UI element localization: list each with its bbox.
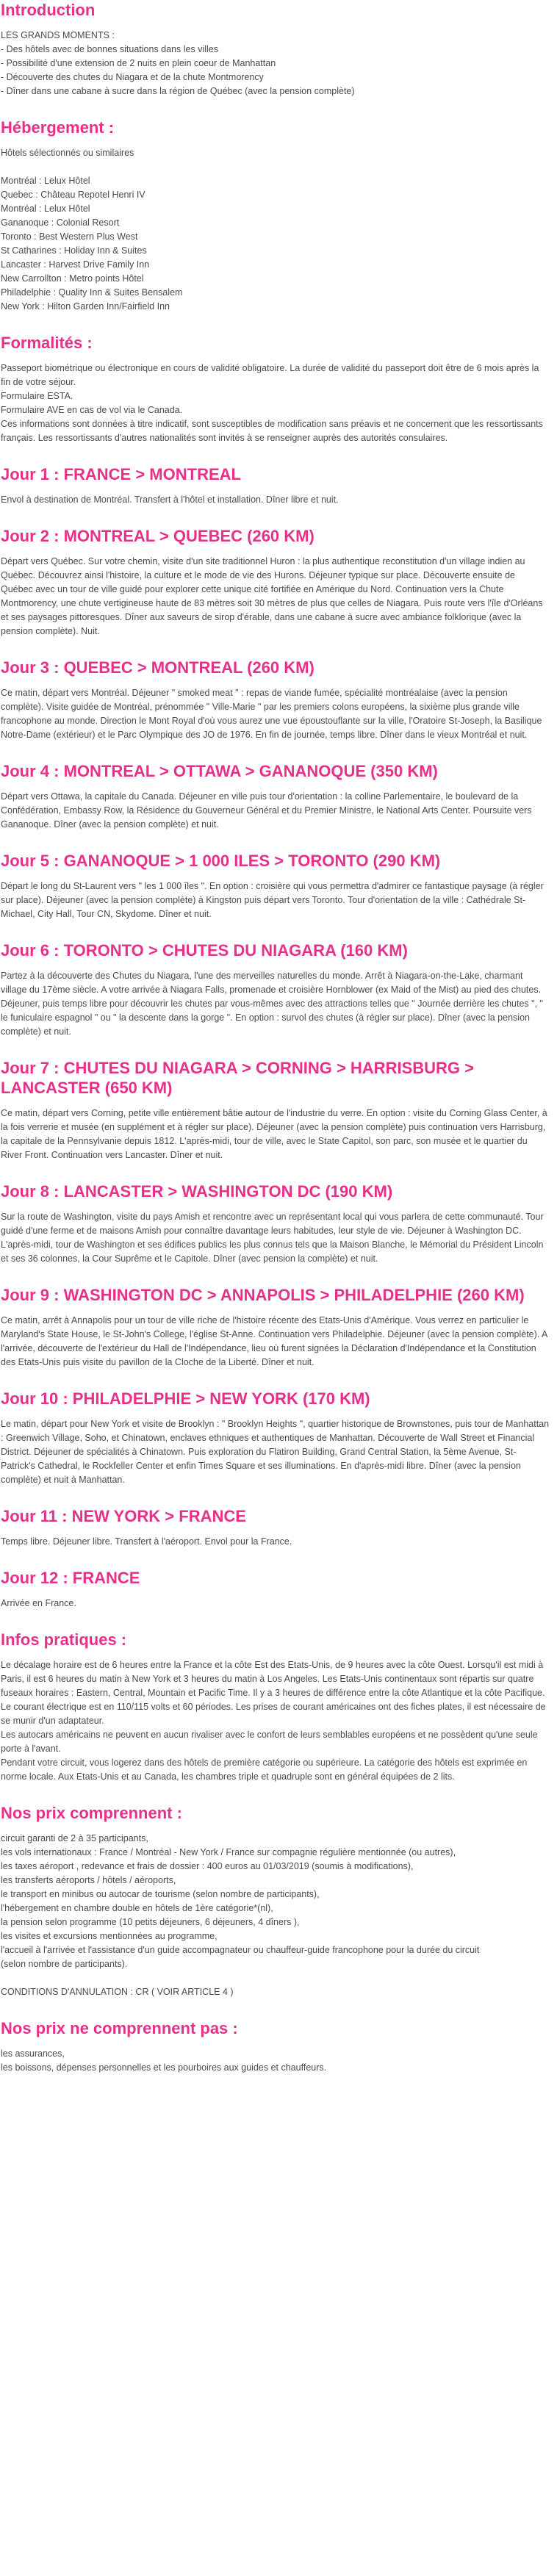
text-line: LES GRANDS MOMENTS : [1, 30, 115, 40]
section-title: Nos prix comprennent : [1, 1804, 182, 1822]
text-line: New York : Hilton Garden Inn/Fairfield Inn [1, 301, 170, 312]
section-title: Jour 4 : MONTREAL > OTTAWA > GANANOQUE (350 KM) [1, 762, 438, 780]
text-line: Montréal : Lelux Hôtel [1, 204, 90, 214]
section-11 [1, 1285, 550, 1370]
paragraph: Pendant votre circuit, vous logerez dans des hôtels de première catégorie ou supérieure. La catégorie des hôtels est exprimée en norme locale. Aux Etats-Unis et au Canada, les chambres triple et quadruple sont en général équipées de 2 lits. [1, 1757, 528, 1782]
section-2 [1, 333, 550, 445]
paragraph: Ce matin, départ vers Montréal. Déjeuner " smoked meat " : repas de viande fumée, spécialité montréalaise (avec la pension complète). Visite guidée de Montréal, prénommée " Ville-Marie " par les premiers colons européens, la sixième plus grande ville francophone au monde. Direction le Mont Royal d'où vous aurez une vue époustouflante sur la ville, l'Oratoire St-Joseph, la Basilique Notre-Dame (extérieur) et le Parc Olympique des JO de 1976. En fin de journée, temps libre. Dîner dans le vieux Montréal et nuit. [1, 688, 542, 740]
text-line: Hôtels sélectionnés ou similaires [1, 148, 134, 158]
paragraph: Départ le long du St-Laurent vers " les 1 000 îles ". En option : croisière qui vous permettra d'admirer ce fantastique paysage (à régler sur place). Déjeuner (avec la pension complète) à Kingston puis départ vers Toronto. Tour d'orientation de la ville : Cathédrale St-Michael, City Hall, Tour CN, Skydome. Dîner et nuit. [1, 881, 544, 919]
section-title: Formalités : [1, 334, 93, 352]
paragraph: Temps libre. Déjeuner libre. Transfert à l'aéroport. Envol pour la France. [1, 1536, 292, 1547]
text-line: les assurances, [1, 2048, 65, 2059]
paragraph: Départ vers Ottawa, la capitale du Canada. Déjeuner en ville puis tour d'orientation : la colline Parlementaire, le boulevard de la Confédération, Embassy Row, la Résidence du Gouverneur Général et du Premier Ministre, le National Arts Center. Poursuite vers Gananoque. Dîner (avec la pension complète) et nuit. [1, 791, 532, 830]
paragraph: Formulaire ESTA. [1, 391, 73, 401]
text-line: - Dîner dans une cabane à sucre dans la région de Québec (avec la pension complète) [1, 86, 355, 96]
paragraph: Sur la route de Washington, visite du pays Amish et rencontre avec un représentant local qui vous parlera de cette communauté. Tour guidé d'une ferme et de maisons Amish pour connaître davantage leurs habitudes, leur style de vie. Déjeuner à Washington DC. L'après-midi, tour de Washington et ses édifices publics les plus connus tels que la Maison Blanche, le Mémorial du Président Lincoln et ses 36 colonnes, la Cour Suprême et le Capitole. Dîner (avec pension la complète) et nuit. [1, 1212, 544, 1264]
section-title: Jour 6 : TORONTO > CHUTES DU NIAGARA (160 KM) [1, 941, 408, 960]
paragraph: Partez à la découverte des Chutes du Niagara, l'une des merveilles naturelles du monde. Arrêt à Niagara-on-the-Lake, charmant village du 17ème siècle. A votre arrivée à Niagara Falls, promenade et croisière Hornblower (ex Maid of the Mist) au pied des chutes. Déjeuner, puis temps libre pour découvrir les chutes par vous-mêmes avec des attractions telles que " Journée derrière les chutes ", " le funiculaire espagnol " ou " la descente dans la gorge ". En option : survol des chutes (à régler sur place). Dîner (avec la pension complète) et nuit. [1, 971, 543, 1037]
paragraph: Le courant électrique est en 110/115 volts et 60 périodes. Les prises de courant américaines ont des fiches plates, il est nécessaire de se munir d'un adaptateur. [1, 1702, 546, 1726]
section-8 [1, 940, 550, 1039]
section-title: Jour 8 : LANCASTER > WASHINGTON DC (190 KM) [1, 1182, 393, 1201]
section-5 [1, 658, 550, 742]
section-title: Hébergement : [1, 118, 115, 137]
section-16 [1, 1803, 550, 1999]
section-lines [1, 29, 550, 98]
section-title: Jour 11 : NEW YORK > FRANCE [1, 1507, 246, 1525]
section-15 [1, 1630, 550, 1784]
section-4 [1, 526, 550, 638]
text-line: - Découverte des chutes du Niagara et de la chute Montmorency [1, 72, 264, 82]
section-lines [1, 2047, 550, 2075]
text-line: CONDITIONS D'ANNULATION : CR ( VOIR ARTICLE 4 ) [1, 1987, 234, 1997]
section-title: Jour 7 : CHUTES DU NIAGARA > CORNING > HARRISBURG > LANCASTER (650 KM) [1, 1059, 474, 1097]
section-title: Jour 3 : QUEBEC > MONTREAL (260 KM) [1, 658, 315, 677]
paragraph: Ces informations sont données à titre indicatif, sont susceptibles de modification sans préavis et ne concernent que les ressortissants français. Les ressortissants d'autres nationalités sont invités à se renseigner auprès des autorités consulaires. [1, 419, 543, 443]
section-7 [1, 851, 550, 921]
paragraph: Départ vers Québec. Sur votre chemin, visite d'un site traditionnel Huron : la plus authentique reconstitution d'un village indien au Québec. Découvrez ainsi l'histoire, la culture et le mode de vie des Hurons. Déjeuner typique sur place. Découverte ensuite de Québec avec un tour de ville guidé pour explorer cette unique cité fortifiée en Amérique du Nord. Continuation vers la Chute Montmorency, une chute vertigineuse haute de 83 mètres soit 30 mètres de plus que celles de Niagara. Puis route vers l'île d'Orléans et ses paysages pittoresques. Dîner aux saveurs de sirop d'érable, dans une cabane à sucre avec ambiance folklorique (avec la pension complète). Nuit. [1, 556, 543, 636]
paragraph: Le décalage horaire est de 6 heures entre la France et la côte Est des Etats-Unis, de 9 heures avec la côte Ouest. Lorsqu'il est midi à Paris, il est 6 heures du matin à New York et 3 heures du matin à Los Angeles. Les Etats-Unis continentaux sont répartis sur quatre fuseaux horaires : Eastern, Central, Mountain et Pacific Time. Il y a 3 heures de différence entre la côte Atlantique et la côte Pacifique. [1, 1660, 545, 1698]
section-0 [1, 0, 550, 98]
text-line: Philadelphie : Quality Inn & Suites Bensalem [1, 287, 183, 298]
text-line: Montréal : Lelux Hôtel [1, 176, 90, 186]
text-line: Lancaster : Harvest Drive Family Inn [1, 259, 150, 270]
text-line: la pension selon programme (10 petits déjeuners, 6 déjeuners, 4 dîners ), [1, 1917, 300, 1927]
section-14 [1, 1568, 550, 1611]
section-title: Jour 5 : GANANOQUE > 1 000 ILES > TORONTO (290 KM) [1, 852, 441, 870]
section-title: Introduction [1, 1, 96, 19]
section-title: Jour 2 : MONTREAL > QUEBEC (260 KM) [1, 527, 315, 545]
text-line: les transferts aéroports / hôtels / aéroports, [1, 1875, 176, 1885]
paragraph: Ce matin, arrêt à Annapolis pour un tour de ville riche de l'histoire récente des Etats-Unis d'Amérique. Vous verrez en particulier le Maryland's State House, le St-John's College, l'église St-Anne. Continuation vers Philadelphie. Déjeuner (avec la pension complète). A l'arrivée, découverte de l'extérieur du Hall de l'Indépendance, lieu où furent signées la Déclaration d'Indépendance et la Constitution des Etats-Unis puis visite du pavillon de la Cloche de la Liberté. Dîner et nuit. [1, 1315, 547, 1367]
section-10 [1, 1181, 550, 1266]
section-12 [1, 1389, 550, 1487]
text-line: les vols internationaux : France / Montréal - New York / France sur compagnie régulière mentionnée (ou autres), [1, 1847, 456, 1857]
text-line: Toronto : Best Western Plus West [1, 231, 138, 242]
text-line: le transport en minibus ou autocar de tourisme (selon nombre de participants), [1, 1889, 320, 1899]
section-title: Nos prix ne comprennent pas : [1, 2019, 238, 2037]
text-line: les visites et excursions mentionnées au programme, [1, 1931, 218, 1941]
text-line: circuit garanti de 2 à 35 participants, [1, 1833, 148, 1843]
text-line [1, 160, 550, 174]
section-9 [1, 1058, 550, 1162]
section-13 [1, 1506, 550, 1549]
paragraph: Formulaire AVE en cas de vol via le Canada. [1, 405, 183, 415]
text-line: Gananoque : Colonial Resort [1, 217, 120, 228]
text-line: l'accueil à l'arrivée et l'assistance d'un guide accompagnateur ou chauffeur-guide francophone pour la durée du circuit [1, 1945, 480, 1955]
text-line: St Catharines : Holiday Inn & Suites [1, 245, 147, 256]
text-line: l'hébergement en chambre double en hôtels de 1ère catégorie*(nl), [1, 1903, 273, 1913]
text-line: les boissons, dépenses personnelles et les pourboires aux guides et chauffeurs. [1, 2062, 327, 2073]
section-title: Jour 10 : PHILADELPHIE > NEW YORK (170 KM) [1, 1389, 370, 1408]
section-6 [1, 761, 550, 832]
section-title: Jour 12 : FRANCE [1, 1569, 140, 1587]
text-line: - Possibilité d'une extension de 2 nuits en plein coeur de Manhattan [1, 58, 276, 68]
text-line: les taxes aéroport , redevance et frais de dossier : 400 euros au 01/03/2019 (soumis à modifications), [1, 1861, 414, 1871]
paragraph: Envol à destination de Montréal. Transfert à l'hôtel et installation. Dîner libre et nuit. [1, 494, 339, 505]
paragraph: Ce matin, départ vers Corning, petite ville entièrement bâtie autour de l'industrie du verre. En option : visite du Corning Glass Center, à la fois verrerie et musée (en supplément et à régler sur place). Déjeuner (avec la pension complète) puis continuation vers Harrisburg, la capitale de la Pennsylvanie depuis 1812. L'après-midi, tour de ville, avec le State Capitol, son parc, son musée et le quartier du River Front. Continuation vers Lancaster. Dîner et nuit. [1, 1108, 547, 1160]
section-lines [1, 1832, 550, 1999]
section-title: Jour 9 : WASHINGTON DC > ANNAPOLIS > PHILADELPHIE (260 KM) [1, 1286, 525, 1304]
section-title: Infos pratiques : [1, 1630, 127, 1649]
section-lines [1, 146, 550, 314]
text-line: New Carrollton : Metro points Hôtel [1, 273, 144, 284]
section-3 [1, 464, 550, 507]
text-line: (selon nombre de participants). [1, 1959, 128, 1969]
paragraph: Les autocars américains ne peuvent en aucun rivaliser avec le confort de leurs semblables européens et ne possèdent qu'une seule porte à l'avant. [1, 1730, 538, 1754]
section-17 [1, 2018, 550, 2075]
text-line [1, 1971, 550, 1985]
section-title: Jour 1 : FRANCE > MONTREAL [1, 465, 241, 483]
text-line: Quebec : Château Repotel Henri IV [1, 190, 145, 200]
text-line: - Des hôtels avec de bonnes situations dans les villes [1, 44, 218, 54]
paragraph: Arrivée en France. [1, 1598, 76, 1608]
paragraph: Le matin, départ pour New York et visite de Brooklyn : " Brooklyn Heights ", quartier historique de Brownstones, puis tour de Manhattan : Greenwich Village, Soho, et Chinatown, enclaves ethniques et authentiques de Manhattan. Découverte de Wall Street et Financial District. Déjeuner de spécialités à Chinatown. Puis exploration du Flatiron Building, Grand Central Station, la 5ème Avenue, St-Patrick's Cathedral, le Rockfeller Center et enfin Times Square et ses illuminations. En d'après-midi libre. Dîner (avec la pension complète) et nuit à Manhattan. [1, 1419, 550, 1485]
section-1 [1, 118, 550, 314]
paragraph: Passeport biométrique ou électronique en cours de validité obligatoire. La durée de validité du passeport doit être de 6 mois après la fin de votre séjour. [1, 363, 539, 387]
